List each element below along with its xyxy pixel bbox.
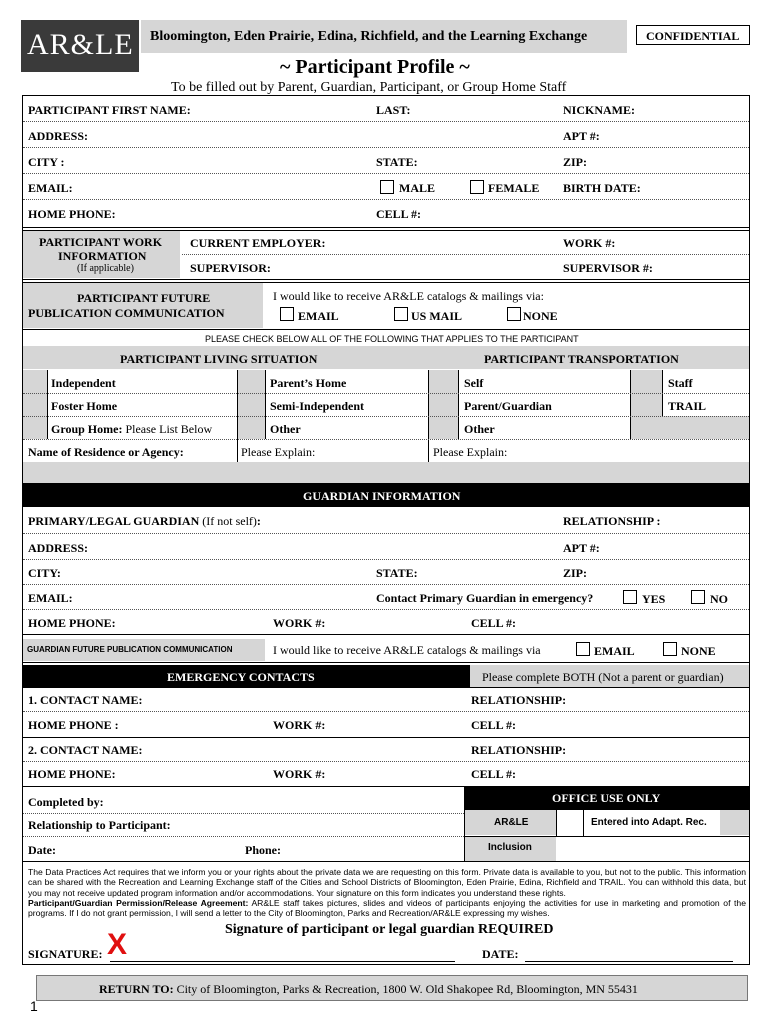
pub-usmail-label: US MAIL: [411, 309, 463, 323]
female-label: FEMALE: [488, 181, 540, 195]
guardian-title: GUARDIAN INFORMATION: [303, 489, 461, 503]
guardian-pub-prompt: I would like to receive AR&LE catalogs & mailings via: [273, 643, 541, 657]
contact2-home-label: HOME PHONE:: [28, 767, 116, 781]
staff-label: Staff: [668, 376, 693, 390]
emergency-note: Please complete BOTH (Not a parent or guardian): [482, 670, 724, 684]
guardian-yes-checkbox[interactable]: [623, 590, 637, 604]
signature-label: SIGNATURE:: [28, 947, 103, 961]
contact1-work-label: WORK #:: [273, 718, 326, 732]
pub-email-checkbox[interactable]: [280, 307, 294, 321]
transport-title: PARTICIPANT TRANSPORTATION: [484, 352, 679, 366]
page-subtitle: To be filled out by Parent, Guardian, Participant, or Group Home Staff: [171, 80, 567, 95]
male-checkbox[interactable]: [380, 180, 394, 194]
guardian-home-phone-label: HOME PHONE:: [28, 616, 116, 630]
guardian-primary-label: PRIMARY/LEGAL GUARDIAN (If not self):: [28, 514, 261, 528]
work-info-note: (If applicable): [77, 263, 134, 274]
guardian-work-label: WORK #:: [273, 616, 326, 630]
supervisor-label: SUPERVISOR:: [190, 261, 271, 275]
guardian-cell-label: CELL #:: [471, 616, 517, 630]
male-label: MALE: [399, 181, 435, 195]
guardian-contact-question: Contact Primary Guardian in emergency?: [376, 591, 594, 605]
semi-independent-label: Semi-Independent: [270, 399, 365, 413]
signature-required: Signature of participant or legal guardian REQUIRED: [225, 922, 554, 937]
contact2-rel-label: RELATIONSHIP:: [471, 743, 567, 757]
living-title: PARTICIPANT LIVING SITUATION: [120, 352, 318, 366]
confidential-label: CONFIDENTIAL: [646, 29, 740, 43]
contact2-cell-label: CELL #:: [471, 767, 517, 781]
state-label: STATE:: [376, 155, 418, 169]
pub-none-label: NONE: [523, 309, 558, 323]
work-info-title-2: INFORMATION: [58, 249, 147, 263]
guardian-pub-email-checkbox[interactable]: [576, 642, 590, 656]
guardian-no-label: NO: [710, 592, 728, 606]
pub-usmail-checkbox[interactable]: [394, 307, 408, 321]
guardian-address-label: ADDRESS:: [28, 541, 89, 555]
guardian-pub-title: GUARDIAN FUTURE PUBLICATION COMMUNICATION: [27, 645, 233, 654]
signature-x-mark: X: [107, 928, 128, 961]
parent-guardian-label: Parent/Guardian: [464, 399, 552, 413]
transport-other-label: Other: [464, 422, 495, 436]
trail-label: TRAIL: [668, 399, 707, 413]
relationship-participant-label: Relationship to Participant:: [28, 818, 171, 832]
transport-blank: [630, 416, 749, 439]
pub-email-label: EMAIL: [298, 309, 339, 323]
nickname-label: NICKNAME:: [563, 103, 635, 117]
completion-date-label: Date:: [28, 843, 56, 857]
signature-date-line[interactable]: [525, 961, 733, 962]
residence-label: Name of Residence or Agency:: [28, 445, 184, 459]
page-number: 1: [30, 998, 38, 1014]
self-label: Self: [464, 376, 484, 390]
office-entered-check: [720, 810, 749, 835]
parents-home-checkbox[interactable]: [237, 370, 265, 439]
publication-title-2: PUBLICATION COMMUNICATION: [28, 306, 225, 320]
employer-label: CURRENT EMPLOYER:: [190, 236, 326, 250]
guardian-zip-label: ZIP:: [563, 566, 587, 580]
return-to-text: RETURN TO: City of Bloomington, Parks & Recreation, 1800 W. Old Shakopee Rd, Bloomington, MN 55431: [99, 982, 638, 996]
last-name-label: LAST:: [376, 103, 411, 117]
parents-home-label: Parent’s Home: [270, 376, 347, 390]
office-inclusion-label: Inclusion: [488, 842, 532, 853]
supervisor-number-label: SUPERVISOR #:: [563, 261, 653, 275]
work-info-title-1: PARTICIPANT WORK: [39, 235, 163, 249]
guardian-relationship-label: RELATIONSHIP :: [563, 514, 661, 528]
zip-label: ZIP:: [563, 155, 587, 169]
logo: [21, 20, 139, 72]
guardian-pub-email-label: EMAIL: [594, 644, 635, 658]
work-number-label: WORK #:: [563, 236, 616, 250]
pub-none-checkbox[interactable]: [507, 307, 521, 321]
page-title: ~ Participant Profile ~: [280, 56, 470, 78]
birth-date-label: BIRTH DATE:: [563, 181, 641, 195]
signature-date-label: DATE:: [482, 947, 519, 961]
guardian-state-label: STATE:: [376, 566, 418, 580]
contact1-cell-label: CELL #:: [471, 718, 517, 732]
cities-heading: Bloomington, Eden Prairie, Edina, Richfield, and the Learning Exchange: [150, 29, 588, 44]
contact1-name-label: 1. CONTACT NAME:: [28, 693, 143, 707]
home-phone-label: HOME PHONE:: [28, 207, 116, 221]
independent-label: Independent: [51, 376, 116, 390]
completed-by-label: Completed by:: [28, 795, 104, 809]
apt-label: APT #:: [563, 129, 600, 143]
living-other-label: Other: [270, 422, 301, 436]
contact1-home-label: HOME PHONE :: [28, 718, 119, 732]
self-checkbox[interactable]: [428, 370, 458, 439]
guardian-pub-none-checkbox[interactable]: [663, 642, 677, 656]
contact2-name-label: 2. CONTACT NAME:: [28, 743, 143, 757]
contact2-work-label: WORK #:: [273, 767, 326, 781]
living-explain-label: Please Explain:: [241, 445, 316, 459]
check-note: PLEASE CHECK BELOW ALL OF THE FOLLOWING THAT APPLIES TO THE PARTICIPANT: [205, 334, 579, 344]
form-frame: [22, 95, 750, 965]
guardian-apt-label: APT #:: [563, 541, 600, 555]
independent-checkbox[interactable]: [23, 370, 47, 439]
office-use-label: OFFICE USE ONLY: [552, 791, 661, 805]
transport-explain-label: Please Explain:: [433, 445, 508, 459]
guardian-no-checkbox[interactable]: [691, 590, 705, 604]
logo-text: AR&LE: [27, 28, 134, 61]
guardian-email-label: EMAIL:: [28, 591, 73, 605]
email-label: EMAIL:: [28, 181, 73, 195]
foster-home-label: Foster Home: [51, 399, 118, 413]
signature-line[interactable]: [110, 961, 455, 962]
guardian-pub-none-label: NONE: [681, 644, 716, 658]
address-label: ADDRESS:: [28, 129, 89, 143]
data-practices-notice: The Data Practices Act requires that we inform you or your rights about the private data we are requesting on this form. Private data is available to you, but not to the public. This information can be shared with the Recreation and Learning Exchange staff of the Cities and School Districts of Bloomington, Eden Prairie, Edina, Richfield and TRAIL. You can withhold this data, but you may not receive updated program information and/or accommodations. Your signature on this form indicates you understand these rights. Participant/Guardian Permission/Release Agreement: AR&LE staff takes pictures, slides and videos of participants enjoying the activities for use in marketing and promotion of the programs. If I do not grant permission, I will send a letter to the City of Bloomington, Parks and Recreation/AR&LE expressing my wishes.: [28, 867, 746, 919]
first-name-label: PARTICIPANT FIRST NAME:: [28, 103, 191, 117]
group-home-label: Group Home: Please List Below: [51, 422, 213, 436]
female-checkbox[interactable]: [470, 180, 484, 194]
guardian-spacer: [23, 462, 749, 483]
emergency-title: EMERGENCY CONTACTS: [167, 670, 315, 684]
guardian-yes-label: YES: [642, 592, 666, 606]
city-label: CITY :: [28, 155, 65, 169]
guardian-city-label: CITY:: [28, 566, 61, 580]
office-entered-label: Entered into Adapt. Rec.: [591, 817, 707, 828]
publication-title-1: PARTICIPANT FUTURE: [77, 291, 211, 305]
cell-label: CELL #:: [376, 207, 422, 221]
office-arle-label: AR&LE: [494, 817, 529, 828]
publication-prompt: I would like to receive AR&LE catalogs & mailings via:: [273, 289, 544, 303]
contact1-rel-label: RELATIONSHIP:: [471, 693, 567, 707]
completion-phone-label: Phone:: [245, 843, 281, 857]
